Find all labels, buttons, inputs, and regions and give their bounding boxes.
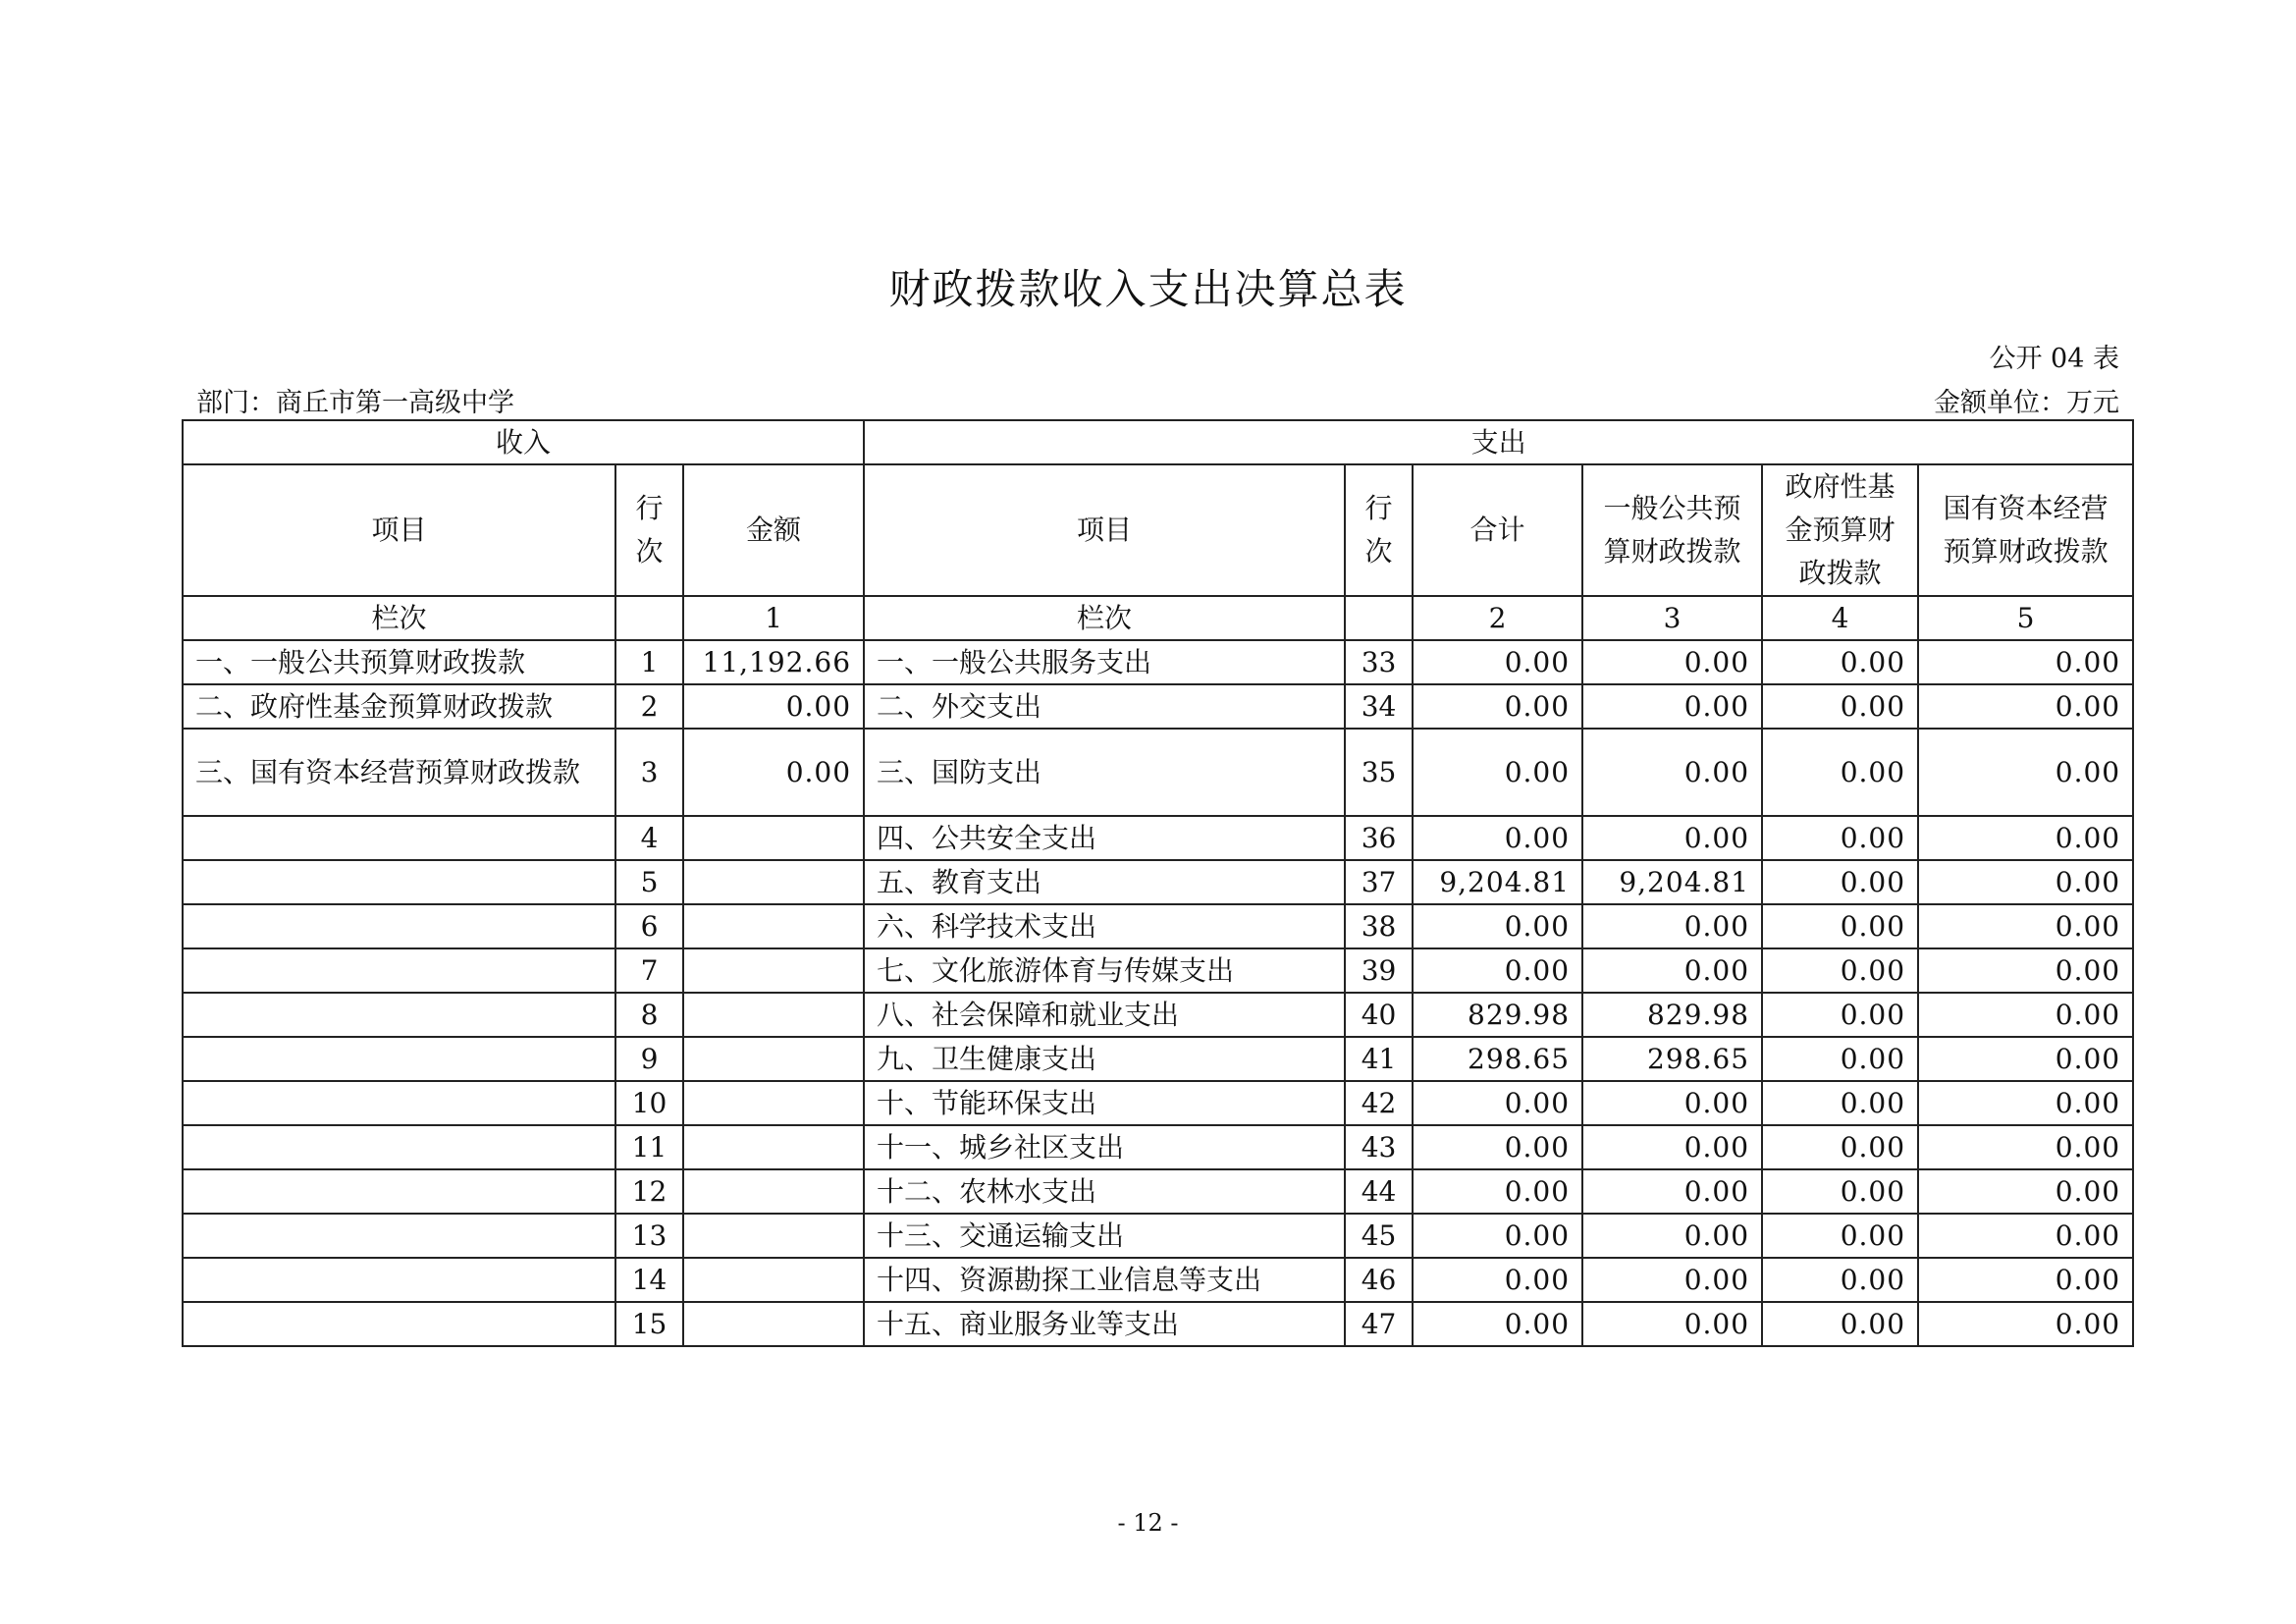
state-capital-cell: 0.00 — [1918, 1214, 2133, 1258]
income-item-cell — [183, 816, 615, 860]
income-row-number: 9 — [615, 1037, 683, 1081]
expense-item-cell: 七、文化旅游体育与传媒支出 — [864, 948, 1345, 993]
income-group-header: 收入 — [183, 420, 864, 464]
gov-fund-cell: 0.00 — [1762, 948, 1918, 993]
income-amount-cell — [683, 1302, 864, 1346]
income-amount-cell — [683, 1258, 864, 1302]
total-cell: 298.65 — [1413, 1037, 1582, 1081]
group-header-row — [183, 420, 2133, 464]
total-cell: 9,204.81 — [1413, 860, 1582, 904]
fiscal-appropriation-table — [182, 419, 2134, 1347]
total-cell: 0.00 — [1413, 1214, 1582, 1258]
income-amount-cell — [683, 860, 864, 904]
income-item-cell — [183, 1258, 615, 1302]
total-cell: 0.00 — [1413, 948, 1582, 993]
income-row-number: 2 — [615, 684, 683, 729]
state-capital-cell: 0.00 — [1918, 729, 2133, 816]
income-item-cell: 三、国有资本经营预算财政拨款 — [183, 729, 615, 816]
expense-row-number: 42 — [1345, 1081, 1413, 1125]
column-number-4: 4 — [1762, 596, 1918, 640]
table-row — [183, 1037, 2133, 1081]
expense-row-number: 35 — [1345, 729, 1413, 816]
income-amount-cell — [683, 816, 864, 860]
state-capital-cell: 0.00 — [1918, 993, 2133, 1037]
income-item-header: 项目 — [183, 464, 615, 596]
income-row-number: 8 — [615, 993, 683, 1037]
income-amount-cell: 11,192.66 — [683, 640, 864, 684]
gov-fund-cell: 0.00 — [1762, 729, 1918, 816]
total-cell: 0.00 — [1413, 684, 1582, 729]
income-amount-cell — [683, 1214, 864, 1258]
gov-fund-cell: 0.00 — [1762, 1302, 1918, 1346]
expense-row-number: 44 — [1345, 1169, 1413, 1214]
expense-item-cell: 六、科学技术支出 — [864, 904, 1345, 948]
state-capital-cell: 0.00 — [1918, 904, 2133, 948]
table-row — [183, 948, 2133, 993]
gov-fund-cell: 0.00 — [1762, 1037, 1918, 1081]
column-number-3: 3 — [1582, 596, 1762, 640]
general-budget-cell: 0.00 — [1582, 1302, 1762, 1346]
income-row-no-header: 行次 — [615, 464, 683, 596]
total-cell: 0.00 — [1413, 729, 1582, 816]
table-row — [183, 640, 2133, 684]
gov-fund-cell: 0.00 — [1762, 640, 1918, 684]
column-number-label: 栏次 — [864, 596, 1345, 640]
column-number-label: 栏次 — [183, 596, 615, 640]
state-capital-cell: 0.00 — [1918, 640, 2133, 684]
column-number-1: 1 — [683, 596, 864, 640]
income-row-number: 1 — [615, 640, 683, 684]
gov-fund-cell: 0.00 — [1762, 1169, 1918, 1214]
income-row-number: 10 — [615, 1081, 683, 1125]
expense-row-number: 43 — [1345, 1125, 1413, 1169]
expense-row-number: 37 — [1345, 860, 1413, 904]
gov-fund-header: 政府性基金预算财政拨款 — [1762, 464, 1918, 596]
form-number: 公开 04 表 — [1989, 344, 2119, 374]
table-row — [183, 904, 2133, 948]
state-capital-cell: 0.00 — [1918, 816, 2133, 860]
gov-fund-cell: 0.00 — [1762, 684, 1918, 729]
general-budget-cell: 0.00 — [1582, 1081, 1762, 1125]
page-number: - 12 - — [1117, 1509, 1179, 1537]
expense-row-no-header: 行次 — [1345, 464, 1413, 596]
income-item-cell — [183, 904, 615, 948]
table-row — [183, 1258, 2133, 1302]
general-budget-cell: 9,204.81 — [1582, 860, 1762, 904]
gov-fund-cell: 0.00 — [1762, 1214, 1918, 1258]
income-row-number: 3 — [615, 729, 683, 816]
income-row-number: 11 — [615, 1125, 683, 1169]
table-row — [183, 816, 2133, 860]
income-amount-cell — [683, 1081, 864, 1125]
income-amount-cell — [683, 904, 864, 948]
expense-group-header: 支出 — [864, 420, 2133, 464]
income-amount-cell — [683, 1037, 864, 1081]
expense-row-number: 36 — [1345, 816, 1413, 860]
state-capital-cell: 0.00 — [1918, 1081, 2133, 1125]
expense-row-number: 46 — [1345, 1258, 1413, 1302]
income-item-cell — [183, 1169, 615, 1214]
state-capital-cell: 0.00 — [1918, 1125, 2133, 1169]
income-amount-header: 金额 — [683, 464, 864, 596]
expense-row-number: 47 — [1345, 1302, 1413, 1346]
income-row-number: 7 — [615, 948, 683, 993]
income-item-cell — [183, 1214, 615, 1258]
expense-row-number: 45 — [1345, 1214, 1413, 1258]
expense-item-header: 项目 — [864, 464, 1345, 596]
general-budget-cell: 829.98 — [1582, 993, 1762, 1037]
total-cell: 829.98 — [1413, 993, 1582, 1037]
general-budget-cell: 0.00 — [1582, 640, 1762, 684]
table-row — [183, 1214, 2133, 1258]
expense-item-cell: 十五、商业服务业等支出 — [864, 1302, 1345, 1346]
state-capital-cell: 0.00 — [1918, 1258, 2133, 1302]
table-row — [183, 860, 2133, 904]
income-item-cell: 二、政府性基金预算财政拨款 — [183, 684, 615, 729]
gov-fund-cell: 0.00 — [1762, 860, 1918, 904]
expense-row-number: 41 — [1345, 1037, 1413, 1081]
income-item-cell: 一、一般公共预算财政拨款 — [183, 640, 615, 684]
general-budget-cell: 0.00 — [1582, 1169, 1762, 1214]
expense-item-cell: 九、卫生健康支出 — [864, 1037, 1345, 1081]
income-amount-cell — [683, 948, 864, 993]
expense-item-cell: 一、一般公共服务支出 — [864, 640, 1345, 684]
general-budget-cell: 0.00 — [1582, 1214, 1762, 1258]
total-cell: 0.00 — [1413, 640, 1582, 684]
column-number-2: 2 — [1413, 596, 1582, 640]
income-item-cell — [183, 993, 615, 1037]
expense-item-cell: 三、国防支出 — [864, 729, 1345, 816]
total-cell: 0.00 — [1413, 1169, 1582, 1214]
expense-item-cell: 四、公共安全支出 — [864, 816, 1345, 860]
general-budget-cell: 0.00 — [1582, 729, 1762, 816]
table-row — [183, 684, 2133, 729]
gov-fund-cell: 0.00 — [1762, 1125, 1918, 1169]
total-header: 合计 — [1413, 464, 1582, 596]
state-capital-cell: 0.00 — [1918, 684, 2133, 729]
expense-item-cell: 八、社会保障和就业支出 — [864, 993, 1345, 1037]
expense-row-number: 33 — [1345, 640, 1413, 684]
gov-fund-cell: 0.00 — [1762, 1081, 1918, 1125]
income-row-number: 6 — [615, 904, 683, 948]
expense-row-number: 40 — [1345, 993, 1413, 1037]
expense-row-number: 39 — [1345, 948, 1413, 993]
general-budget-cell: 0.00 — [1582, 1125, 1762, 1169]
state-capital-cell: 0.00 — [1918, 948, 2133, 993]
income-item-cell — [183, 1125, 615, 1169]
gov-fund-cell: 0.00 — [1762, 816, 1918, 860]
total-cell: 0.00 — [1413, 1302, 1582, 1346]
table-row — [183, 1125, 2133, 1169]
general-budget-cell: 298.65 — [1582, 1037, 1762, 1081]
total-cell: 0.00 — [1413, 1081, 1582, 1125]
expense-item-cell: 十二、农林水支出 — [864, 1169, 1345, 1214]
state-capital-cell: 0.00 — [1918, 1169, 2133, 1214]
income-row-number: 12 — [615, 1169, 683, 1214]
page-title: 财政拨款收入支出决算总表 — [888, 265, 1408, 313]
income-amount-cell: 0.00 — [683, 684, 864, 729]
income-row-number: 15 — [615, 1302, 683, 1346]
general-budget-cell: 0.00 — [1582, 816, 1762, 860]
general-budget-cell: 0.00 — [1582, 948, 1762, 993]
total-cell: 0.00 — [1413, 816, 1582, 860]
table-row — [183, 1169, 2133, 1214]
expense-item-cell: 十四、资源勘探工业信息等支出 — [864, 1258, 1345, 1302]
income-item-cell — [183, 1302, 615, 1346]
column-number-5: 5 — [1918, 596, 2133, 640]
general-budget-header: 一般公共预算财政拨款 — [1582, 464, 1762, 596]
income-item-cell — [183, 1081, 615, 1125]
gov-fund-cell: 0.00 — [1762, 1258, 1918, 1302]
income-item-cell — [183, 948, 615, 993]
table-row — [183, 1081, 2133, 1125]
expense-item-cell: 十三、交通运输支出 — [864, 1214, 1345, 1258]
income-amount-cell — [683, 1169, 864, 1214]
expense-item-cell: 十一、城乡社区支出 — [864, 1125, 1345, 1169]
table-row — [183, 1302, 2133, 1346]
table-row — [183, 993, 2133, 1037]
income-row-number: 5 — [615, 860, 683, 904]
total-cell: 0.00 — [1413, 1125, 1582, 1169]
income-row-number: 4 — [615, 816, 683, 860]
general-budget-cell: 0.00 — [1582, 904, 1762, 948]
department-label: 部门：商丘市第一高级中学 — [196, 388, 514, 418]
expense-item-cell: 十、节能环保支出 — [864, 1081, 1345, 1125]
income-item-cell — [183, 1037, 615, 1081]
expense-row-number: 34 — [1345, 684, 1413, 729]
gov-fund-cell: 0.00 — [1762, 904, 1918, 948]
general-budget-cell: 0.00 — [1582, 1258, 1762, 1302]
general-budget-cell: 0.00 — [1582, 684, 1762, 729]
income-amount-cell — [683, 1125, 864, 1169]
state-capital-cell: 0.00 — [1918, 1302, 2133, 1346]
income-row-number: 14 — [615, 1258, 683, 1302]
expense-row-number: 38 — [1345, 904, 1413, 948]
total-cell: 0.00 — [1413, 1258, 1582, 1302]
gov-fund-cell: 0.00 — [1762, 993, 1918, 1037]
income-amount-cell — [683, 993, 864, 1037]
state-capital-header: 国有资本经营预算财政拨款 — [1918, 464, 2133, 596]
unit-label: 金额单位：万元 — [1934, 388, 2119, 418]
column-number-blank — [1345, 596, 1413, 640]
column-number-row — [183, 596, 2133, 640]
total-cell: 0.00 — [1413, 904, 1582, 948]
expense-item-cell: 二、外交支出 — [864, 684, 1345, 729]
column-header-row — [183, 464, 2133, 596]
income-item-cell — [183, 860, 615, 904]
income-row-number: 13 — [615, 1214, 683, 1258]
expense-item-cell: 五、教育支出 — [864, 860, 1345, 904]
state-capital-cell: 0.00 — [1918, 860, 2133, 904]
state-capital-cell: 0.00 — [1918, 1037, 2133, 1081]
column-number-blank — [615, 596, 683, 640]
income-amount-cell: 0.00 — [683, 729, 864, 816]
table-row — [183, 729, 2133, 816]
